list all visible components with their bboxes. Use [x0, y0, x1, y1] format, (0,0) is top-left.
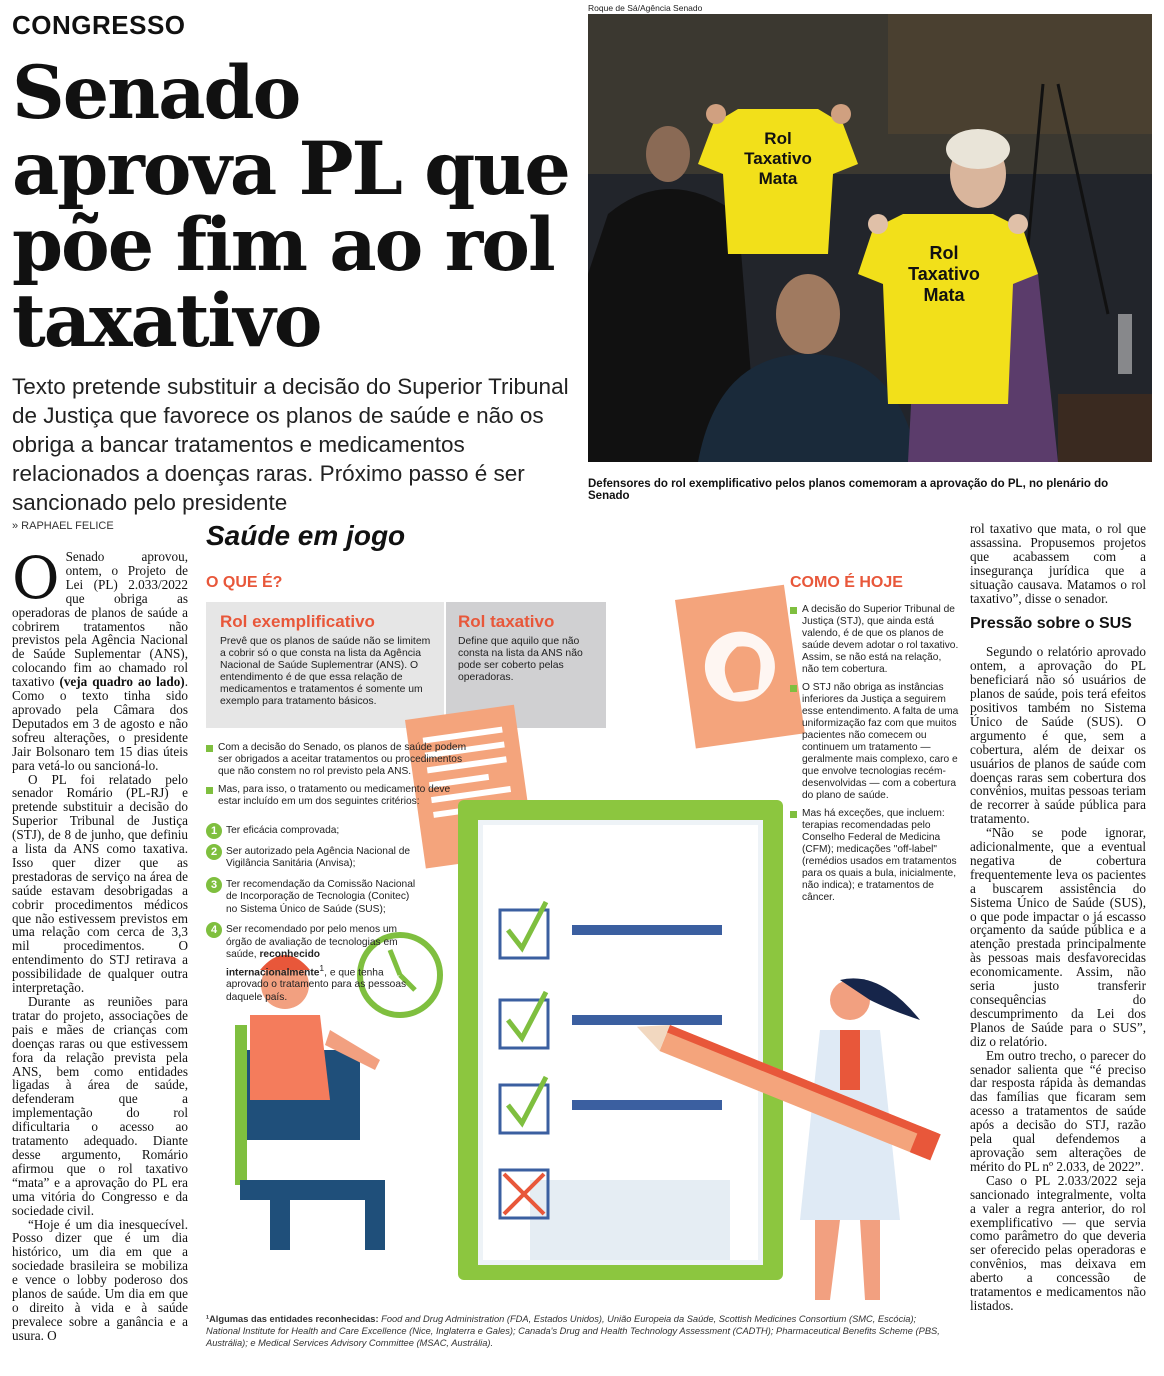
- left-bullets: [206, 742, 471, 814]
- paragraph: Segundo o relatório aprovado ontem, a aprovação do PL beneficiará não só usuários de planos de saúde, pois terá efeitos positivos também no Sistema Único de Saúde (SUS). O argumento é que, sem a cobertura, além de deixar os usuários de planos de saúde com doenças raras sem cobertura dos convênios, muitas pessoas teriam de recorrer à saúde pública para tratamento.: [970, 644, 1146, 827]
- protest-photo-illustration: [588, 14, 1152, 462]
- paragraph: Em outro trecho, o parecer do senador salienta que “é preciso dar resposta rápida às demandas das famílias que ficaram sem acesso a tratamentos de saúde após a decisão do STJ, razão pela qual defendemos a aprovação sem alterações de mérito do PL nº 2.033, de 2022”.: [970, 1047, 1146, 1174]
- clipboard-icon: [458, 800, 783, 1280]
- right-bullets: [790, 604, 960, 910]
- infographic-title: Saúde em jogo: [206, 520, 406, 551]
- shirt-text-rol: Rol: [764, 129, 792, 148]
- bullet: A decisão do Superior Tribunal de Justiça (STJ), que ainda está valendo, é de que os planos de saúde devem adotar o rol taxativo. Assim, se não está na relação, não tem cobertura.: [790, 604, 960, 676]
- shirt2-text-rol: Rol: [929, 243, 959, 263]
- paragraph: rol taxativo que mata, o rol que assassina. Propusemos projetos que acabassem com a insegurança jurídica que a situação causava. Matamos o rol taxativo”, disse o senador.: [970, 521, 1146, 606]
- bullet: Com a decisão do Senado, os planos de saúde podem ser obrigados a aceitar tratamentos ou procedimentos que não constem no rol previsto pela ANS.: [206, 742, 471, 778]
- what-label: O QUE É?: [206, 574, 283, 591]
- article-column-1: [12, 544, 188, 1343]
- news-photo: [588, 14, 1152, 462]
- paragraph: Durante as reuniões para tratar do projeto, associações de pais e mães de crianças com doenças raras ou que estivessem fora da relação prevista pela ANS, bem como entidades ligadas à área de saúde, defenderam que a implementação do rol dificultaria o acesso ao tratamento adequado. Diante desse argumento, Romário afirmou que o rol taxativo “mata” e a aprovação do PL era uma vitória do Congresso e da sociedade civil.: [12, 994, 188, 1218]
- criterion: 2 Ser autorizado pela Agência Nacional de Vigilância Sanitária (Anvisa);: [206, 846, 421, 871]
- infographic: [200, 520, 962, 1370]
- headline: Senado aprova PL que põe fim ao rol taxativo: [12, 50, 569, 364]
- box-title: Rol taxativo: [458, 612, 555, 631]
- paragraph: Caso o PL 2.033/2022 seja sancionado integralmente, volta a valer a regra anterior, do rol exemplificativo — que servia como parâmetro do que deveria ser oferecido pelas operadoras e convênios, mas deixava em aberto a concessão de tratamentos e medicamentos não listados.: [970, 1172, 1146, 1313]
- shirt-text-taxativo: Taxativo: [744, 149, 812, 168]
- dropcap: O: [12, 544, 60, 612]
- subtitle: Pressão sobre o SUS: [970, 615, 1132, 633]
- shirt2-text-mata: Mata: [923, 285, 965, 305]
- paragraph: “Não se pode ignorar, adicionalmente, que a eventual negativa de cobertura frequentemente leva os pacientes a buscarem assistência do Sistema Único de Saúde (SUS), o que pode impactar o já escasso orçamento da saúde pública e a atenção prestada principalmente às pessoas mais desfavorecidas economicamente. Assim, não seria justo transferir consequências do descumprimento da Lei dos Planos de Saúde para o SUS”, diz o relatório.: [970, 825, 1146, 1049]
- photo-caption: Defensores do rol exemplificativo pelos planos comemoram a aprovação do PL, no plenário do Senado: [588, 478, 1109, 502]
- box-text: Define que aquilo que não consta na lista da ANS não pode ser coberto pelas operadoras.: [458, 636, 583, 683]
- shirt2-text-taxativo: Taxativo: [908, 264, 980, 284]
- now-label: COMO É HOJE: [790, 574, 903, 591]
- bullet: Mas, para isso, o tratamento ou medicamento deve estar incluído em um dos seguintes critérios:: [206, 784, 471, 808]
- box-text: Prevê que os planos de saúde não se limitem a cobrir só o que consta na lista da Agência Nacional de Saúde Suplementrar (ANS). O entendimento é de que essa relação de medicamentos e tratamentos é somente um exemplo para tratamento básicos.: [220, 636, 431, 707]
- criteria-list: [206, 825, 421, 1012]
- criterion: 1 Ter eficácia comprovada;: [206, 825, 421, 838]
- photo-credit: Roque de Sá/Agência Senado: [588, 3, 703, 13]
- criterion: 3 Ter recomendação da Comissão Nacional de Incorporação de Tecnologia (Conitec) no Sistema Único de Saúde (SUS);: [206, 879, 421, 917]
- paragraph: “Hoje é um dia inesquecível. Posso dizer que é um dia histórico, um dia em que a sociedade brasileira se mobiliza e vence o lobby poderoso dos planos de saúde. Um dia em que o direito à vida e à saúde prevalece sobre a ganância e a usura. O: [12, 1216, 188, 1343]
- head-card-icon: [675, 585, 805, 749]
- paragraph: O PL foi relatado pelo senador Romário (PL-RJ) e pretende substituir a decisão do Superior Tribunal de Justiça (STJ), de 8 de junho, que definiu a lista da ANS como taxativa. Isso quer dizer que as prestadoras de serviço na área de saúde estavam desobrigadas a cobrir procedimentos médicos que não estivessem previstos em uma relação com cerca de 3,3 mil procedimentos. O entendimento do STJ retirava a possibilidade de qualquer outra interpretação.: [12, 771, 188, 996]
- article-column-3: [970, 522, 1146, 1313]
- box-title: Rol exemplificativo: [220, 612, 375, 631]
- bullet: O STJ não obriga as instâncias inferiores da Justiça a seguirem esse entendimento. A falta de uma uniformização faz com que muitos pacientes não comecem ou continuem um tratamento — geralmente mais complexo, caro e que envolve tecnologias recém-desenvolvidas — com a cobertura do plano de saúde.: [790, 682, 960, 802]
- byline: » RAPHAEL FELICE: [12, 520, 114, 532]
- criterion: 4 Ser recomendado por pelo menos um órgão de avaliação de tecnologias em saúde, reconhecido internacionalmente$^1$, e que tenha aprovado o tratamento para as pessoas daquele país.: [206, 924, 421, 1004]
- shirt-text-mata: Mata: [758, 169, 798, 188]
- section-label: CONGRESSO: [12, 10, 186, 40]
- subhead: Texto pretende substituir a decisão do Superior Tribunal de Justiça que favorece os planos de saúde e não os obriga a bancar tratamentos e medicamentos relacionados a doenças raras. Próximo passo é ser sancionado pelo presidente: [12, 374, 569, 515]
- infographic-footnote: ¹Algumas das entidades reconhecidas: Food and Drug Administration (FDA, Estados Unidos), União Europeia da Saúde, Scottish Medicines Consortium (SMC, Escócia); National Institute for Health and Care Excellence (Nice, Inglaterra e Gales); Canada's Drug and Health Technology Assessment (CADTH); Pharmaceutical Benefits Scheme (PBS, Austrália); e Medical Services Advisory Committee (MSAC, Austrália).: [206, 1314, 940, 1348]
- paragraph: O Senado aprovou, ontem, o Projeto de Lei (PL) 2.033/2022 que obriga as operadoras de planos de saúde a cobrirem tratamentos não previstos pela Agência Nacional de Saúde Suplementar (ANS), colocando fim ao chamado rol taxativo (veja quadro ao lado). Como o texto tinha sido aprovado pela Câmara dos Deputados em 3 de agosto e não sofreu alterações, o presidente Jair Bolsonaro tem 15 dias úteis para vetá-lo ou sancioná-lo.: [12, 544, 188, 773]
- bullet: Mas há exceções, que incluem: terapias recomendadas pelo Conselho Federal de Medicina (CFM); medicações "off-label" (remédios usados em tratamentos para os quais a bula, inicialmente, não indica); e tratamentos de câncer.: [790, 808, 960, 904]
